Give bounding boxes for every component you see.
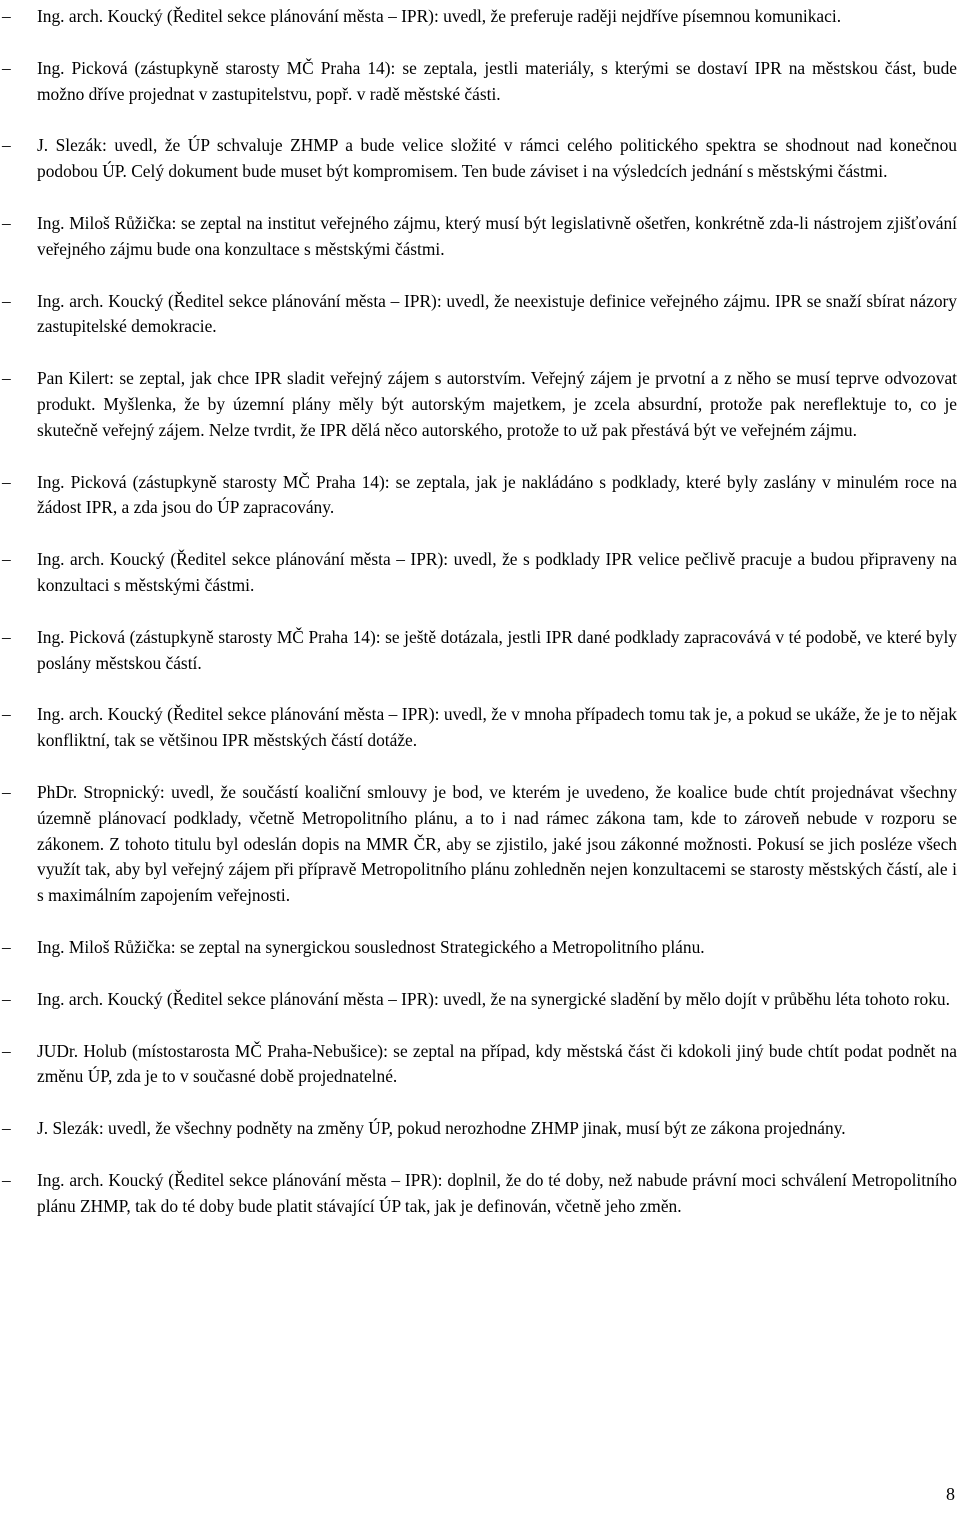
list-item-text: Ing. Miloš Růžička: se zeptal na synergickou souslednost Strategického a Metropolitního plánu. [37,936,705,957]
bullet-dash: – [2,1040,11,1061]
bullet-dash: – [2,704,11,725]
bullet-dash: – [2,6,11,26]
list-item-text: J. Slezák: uvedl, že všechny podněty na změny ÚP, pokud nerozhodne ZHMP jinak, musí být ze zákona projednány. [37,1118,846,1139]
list-item-text: Ing. arch. Koucký (Ředitel sekce plánování města – IPR): uvedl, že v mnoha případech tomu tak je, a pokud se ukáže, že je to nějak konfliktní, tak se většinou IPR městských částí dotáže. [37,704,957,751]
bullet-dash: – [2,549,11,570]
list-item-text: PhDr. Stropnický: uvedl, že součástí koaliční smlouvy je bod, ve kterém je uvedeno, že koalice bude chtít projednávat všechny územně plánovací podklady, včetně Metropolitního plánu, a to i nad rámec zákona tam, kde to zároveň nebude v rozporu se zákonem. Z tohoto titulu byl odeslán dopis na MMR ČR, aby se zjistilo, jaké jsou zákonné možnosti. Pokusí se jich posléze všech využít tak, aby byl veřejný zájem při přípravě Metropolitního plánu zohledněn nejen konzultacemi se starosty městských částí, ale i s maximálním zapojením veřejnosti. [37,781,957,906]
page-number: 8 [946,1484,955,1504]
bullet-dash: – [2,781,11,802]
minutes-list [0,4,960,1246]
list-item [0,366,960,443]
list-item [0,470,960,522]
bullet-dash: – [2,290,11,311]
list-item [0,625,960,677]
list-item [0,4,960,30]
list-item [0,1116,960,1142]
list-item-text: JUDr. Holub (místostarosta MČ Praha-Nebušice): se zeptal na případ, kdy městská část či kdokoli jiný bude chtít podat podnět na změnu ÚP, zda je to v současné době projednatelné. [37,1040,957,1087]
list-item [0,935,960,961]
list-item [0,702,960,754]
bullet-dash: – [2,471,11,492]
bullet-dash: – [2,936,11,957]
list-item-text: Ing. arch. Koucký (Ředitel sekce plánování města – IPR): doplnil, že do té doby, než nabude právní moci schválení Metropolitního plánu ZHMP, tak do té doby bude platit stávající ÚP tak, jak je definován, včetně jeho změn. [37,1169,957,1216]
bullet-dash: – [2,212,11,233]
list-item-text: Ing. arch. Koucký (Ředitel sekce plánování města – IPR): uvedl, že s podklady IPR velice pečlivě pracuje a budou připraveny na konzultaci s městskými částmi. [37,549,957,595]
bullet-dash: – [2,368,11,389]
list-item-text: Ing. arch. Koucký (Ředitel sekce plánování města – IPR): uvedl, že preferuje raději nejdříve písemnou komunikaci. [37,6,842,26]
list-item [0,547,960,599]
list-item [0,289,960,341]
bullet-dash: – [2,626,11,647]
list-item-text: Ing. Miloš Růžička: se zeptal na institut veřejného zájmu, který musí být legislativně ošetřen, konkrétně zda-li nástrojem zjišťování veřejného zájmu bude ona konzultace s městskými částmi. [37,212,957,259]
bullet-dash: – [2,988,11,1009]
bullet-dash: – [2,57,11,78]
list-item-text: Ing. arch. Koucký (Ředitel sekce plánování města – IPR): uvedl, že neexistuje definice veřejného zájmu. IPR se snaží sbírat názory zastupitelské demokracie. [37,290,957,337]
list-item [0,987,960,1013]
list-item [0,56,960,108]
list-item [0,133,960,185]
bullet-dash: – [2,1118,11,1139]
list-item-text: Ing. Picková (zástupkyně starosty MČ Praha 14): se zeptala, jestli materiály, s kterými se dostaví IPR na městskou část, bude možno dříve projednat v zastupitelstvu, popř. v radě městské části. [37,57,957,104]
list-item-text: J. Slezák: uvedl, že ÚP schvaluje ZHMP a bude velice složité v rámci celého politického spektra se shodnout nad konečnou podobou ÚP. Celý dokument bude muset být kompromisem. Ten bude záviset i na výsledcích jednání s městskými částmi. [37,135,957,182]
list-item-text: Pan Kilert: se zeptal, jak chce IPR sladit veřejný zájem s autorstvím. Veřejný zájem je prvotní a z něho se musí teprve odvozovat produkt. Myšlenka, že by územní plány měly být autorským majetkem, je zcela absurdní, protože pak nereflektuje to, co je skutečně veřejný zájem. Nelze tvrdit, že IPR dělá něco autorského, protože to už pak přestává být ve veřejném zájmu. [37,368,957,440]
list-item-text: Ing. Picková (zástupkyně starosty MČ Praha 14): se ještě dotázala, jestli IPR dané podklady zapracovává v té podobě, ve které byly poslány městskou částí. [37,626,957,673]
bullet-dash: – [2,135,11,156]
list-item-text: Ing. arch. Koucký (Ředitel sekce plánování města – IPR): uvedl, že na synergické sladění by mělo dojít v průběhu léta tohoto roku. [37,988,950,1009]
list-item-text: Ing. Picková (zástupkyně starosty MČ Praha 14): se zeptala, jak je nakládáno s podklady, které byly zaslány v minulém roce na žádost IPR, a zda jsou do ÚP zapracovány. [37,471,957,518]
bullet-dash: – [2,1169,11,1190]
list-item [0,1168,960,1220]
list-item [0,780,960,909]
list-item [0,1039,960,1091]
list-item [0,211,960,263]
